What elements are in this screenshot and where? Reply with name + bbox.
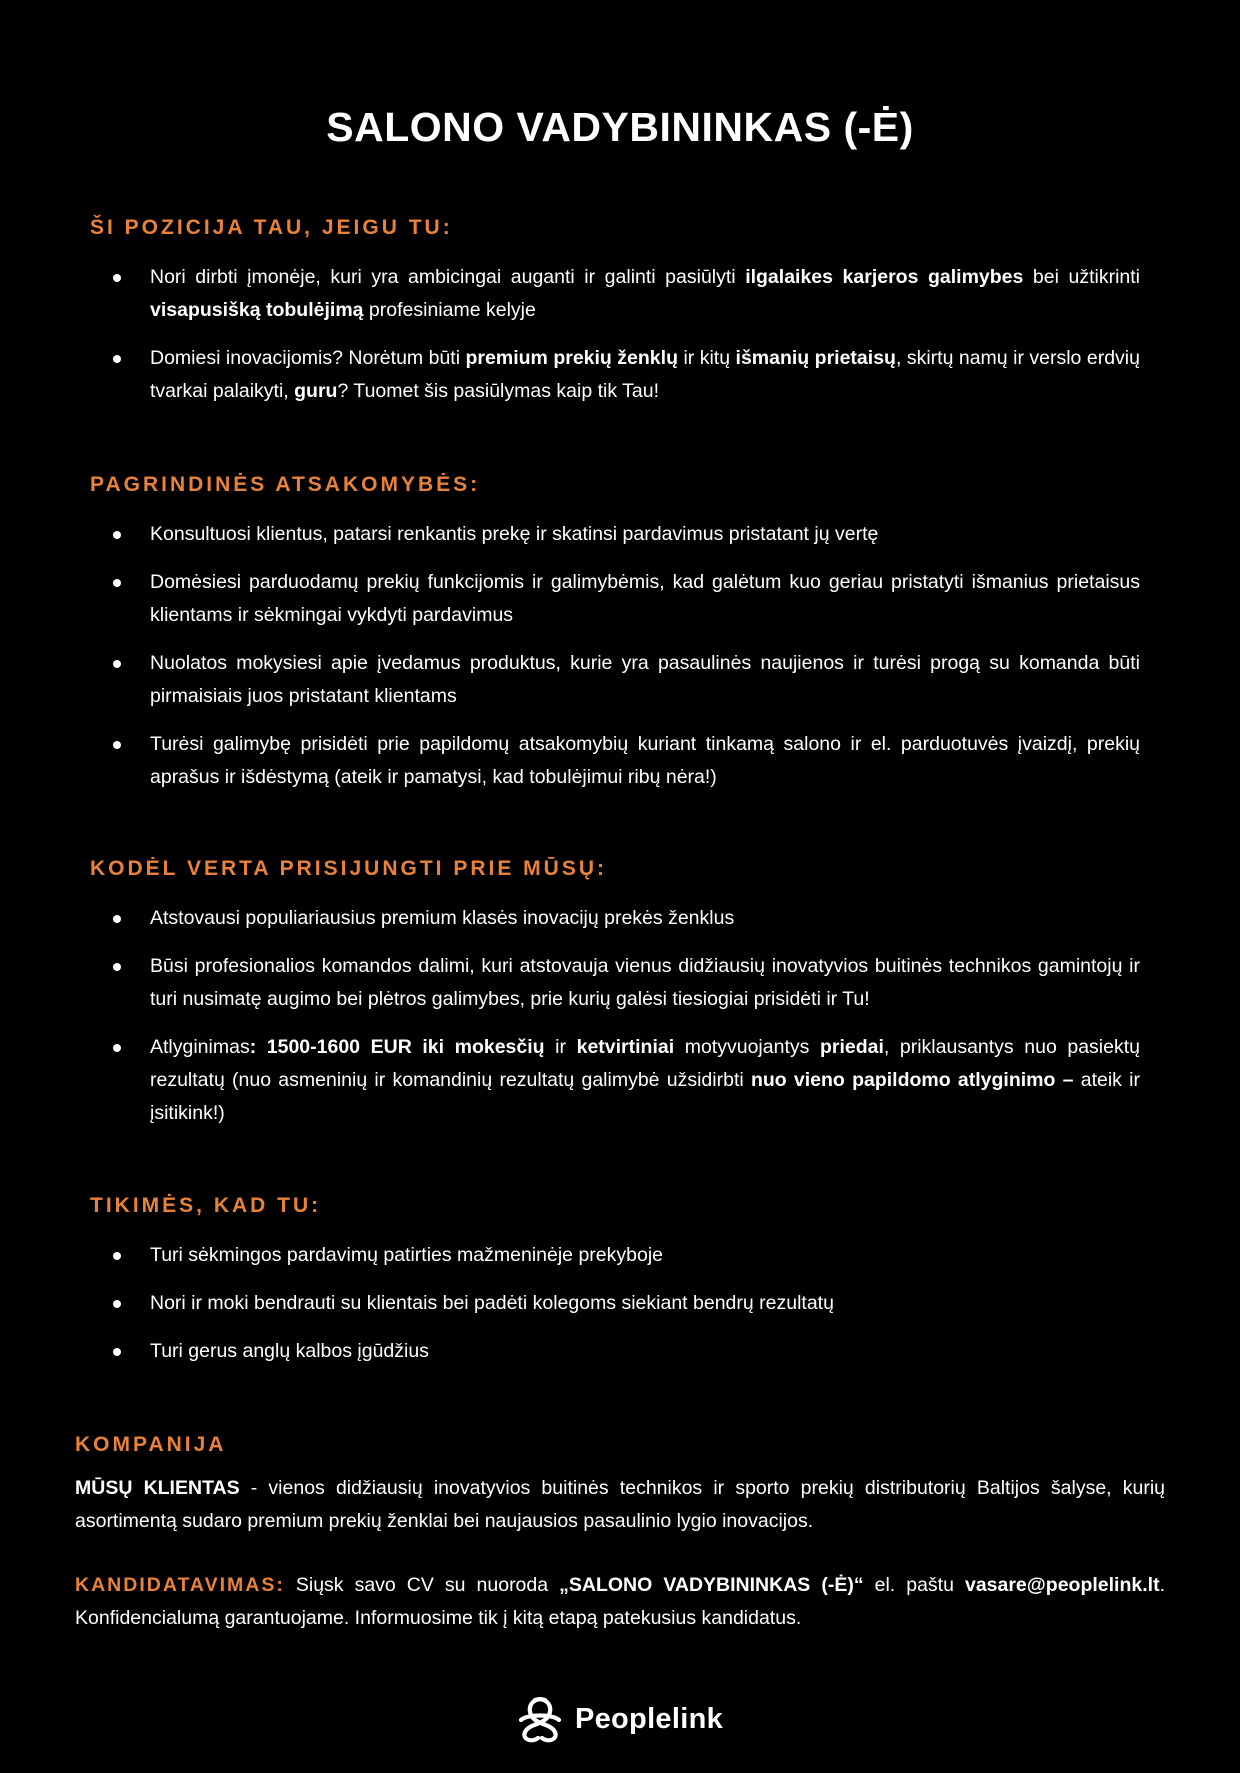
list-item [90,1031,1140,1130]
bold-text: : 1500-1600 EUR iki mokesčių [249,1036,545,1058]
list-item [90,902,1140,935]
list-item [90,728,1140,794]
bold-text: ilgalaikes karjeros galimybes [745,266,1024,288]
section-heading-expectations: TIKIMĖS, KAD TU: [90,1194,322,1217]
application-email-link[interactable]: vasare@peoplelink.lt [964,1574,1160,1596]
text-run: Domėsiesi parduodamų prekių funkcijomis ir galimybėmis, kad galėtum kuo geriau pristatyti išmanius prietaisus klientams ir sėkmingai vykdyti pardavimus [150,571,1140,626]
application-heading: KANDIDATAVIMAS: [75,1574,285,1596]
section-heading-position: ŠI POZICIJA TAU, JEIGU TU: [90,216,453,239]
text-run: Domiesi inovacijomis? Norėtum būti [150,347,466,369]
text-run: profesiniame kelyje [363,299,536,321]
section-list-position [90,261,1140,408]
text-run: ir [544,1036,577,1058]
text-run: Atstovausi populiariausius premium klasės inovacijų prekės ženklus [150,907,735,929]
text-run: ateik ir įsitikink!) [150,1069,1140,1124]
list-item [90,1335,1140,1368]
application-text-2: el. paštu [863,1574,965,1596]
company-description [75,1472,1165,1538]
list-item [90,1239,1140,1272]
text-run: ? Tuomet šis pasiūlymas kaip tik Tau! [337,380,659,402]
text-run: bei užtikrinti [1023,266,1141,288]
page-title: SALONO VADYBININKAS (-Ė) [326,104,914,150]
list-item [90,647,1140,713]
section-heading-why-join: KODĖL VERTA PRISIJUNGTI PRIE MŪSŲ: [90,857,607,880]
bold-text: nuo vieno papildomo atlyginimo [750,1069,1056,1091]
application-text-3: . Konfidencialumą garantuojame. Informuosime tik į kitą etapą patekusius kandidatus. [75,1574,1165,1629]
application-text-1: Siųsk savo CV su nuoroda [284,1574,560,1596]
text-run: Turi sėkmingos pardavimų patirties mažmeninėje prekyboje [150,1244,663,1266]
bold-text: priedai [819,1036,884,1058]
bold-text: – [1055,1069,1081,1091]
section-list-responsibilities [90,518,1140,794]
list-item [90,261,1140,327]
company-lead: MŪSŲ KLIENTAS [75,1477,240,1499]
section-list-expectations [90,1239,1140,1368]
peoplelink-knot-icon [517,1694,563,1744]
text-run: Nuolatos mokysiesi apie įvedamus produktus, kurie yra pasaulinės naujienos ir turėsi progą su komanda būti pirmaisiais juos pristatant klientams [150,652,1140,707]
text-run: Turėsi galimybę prisidėti prie papildomų atsakomybių kuriant tinkamą salono ir el. parduotuvės įvaizdį, prekių aprašus ir išdėstymą (ateik ir pamatysi, kad tobulėjimui ribų nėra!) [150,733,1140,788]
text-run: , priklausantys nuo pasiektų rezultatų (nuo asmeninių ir komandinių rezultatų galimybė užsidirbti [150,1036,1140,1091]
list-item [90,342,1140,408]
bold-text: premium prekių ženklų [465,347,678,369]
bold-text: ketvirtiniai [576,1036,675,1058]
list-item [90,566,1140,632]
company-text: - vienos didžiausių inovatyvios buitinės technikos ir sporto prekių distributorių Baltijos šalyse, kurių asortimentą sudaro premium prekių ženklai bei naujausios pasaulinio lygio inovacijos. [75,1477,1165,1532]
text-run: Konsultuosi klientus, patarsi renkantis prekę ir skatinsi pardavimus pristatant jų vertę [150,523,879,545]
section-heading-responsibilities: PAGRINDINĖS ATSAKOMYBĖS: [90,473,481,496]
text-run: Būsi profesionalios komandos dalimi, kuri atstovauja vienus didžiausių inovatyvios buitinės technikos gamintojų ir turi nusimatę augimo bei plėtros galimybes, prie kurių galėsi tiesiogiai prisidėti ir Tu! [150,955,1140,1010]
brand-logo [0,1694,1240,1744]
list-item [90,518,1140,551]
section-list-why-join [90,902,1140,1130]
text-run: Atlyginimas [150,1036,250,1058]
text-run: Turi gerus anglų kalbos įgūdžius [150,1340,429,1362]
application-instructions [75,1569,1165,1635]
bold-text: išmanių prietaisų [735,347,896,369]
list-item [90,1287,1140,1320]
text-run: ir kitų [677,347,736,369]
bold-text: visapusišką tobulėjimą [150,299,364,321]
list-item [90,950,1140,1016]
text-run: Nori dirbti įmonėje, kuri yra ambicingai auganti ir galinti pasiūlyti [150,266,746,288]
application-reference: „SALONO VADYBININKAS (-Ė)“ [559,1574,864,1596]
text-run: Nori ir moki bendrauti su klientais bei padėti kolegoms siekiant bendrų rezultatų [150,1292,834,1314]
company-heading: KOMPANIJA [75,1433,227,1456]
brand-name: Peoplelink [574,1702,724,1735]
bold-text: guru [294,380,338,402]
text-run: , skirtų namų ir verslo erdvių tvarkai palaikyti, [150,347,1140,402]
text-run: motyvuojantys [674,1036,820,1058]
